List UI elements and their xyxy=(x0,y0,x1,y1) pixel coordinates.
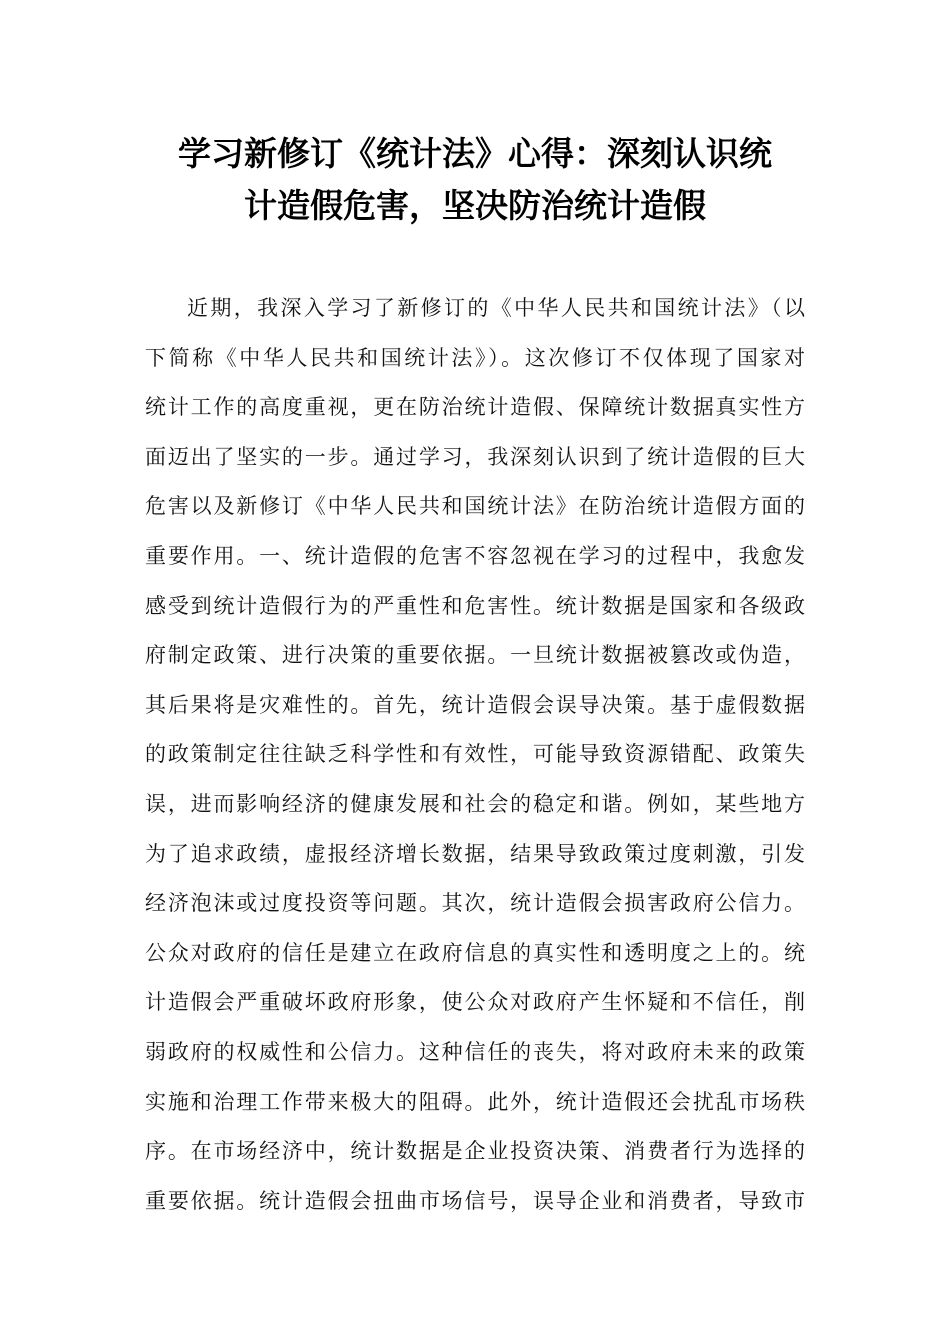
title-line: 计造假危害，坚决防治统计造假 xyxy=(244,186,706,225)
body-line: 下简称《中华人民共和国统计法》）。这次修订不仅体现了国家对 xyxy=(145,345,805,370)
document-title xyxy=(145,128,805,232)
body-line: 实施和治理工作带来极大的阻碍。此外，统计造假还会扰乱市场秩 xyxy=(145,1089,805,1114)
body-line: 经济泡沫或过度投资等问题。其次，统计造假会损害政府公信力。 xyxy=(145,891,805,916)
document-body xyxy=(145,284,805,1226)
body-line: 危害以及新修订《中华人民共和国统计法》在防治统计造假方面的 xyxy=(145,494,805,519)
body-line: 重要依据。统计造假会扭曲市场信号，误导企业和消费者，导致市 xyxy=(145,1188,805,1213)
body-line: 序。在市场经济中，统计数据是企业投资决策、消费者行为选择的 xyxy=(145,1139,805,1164)
body-line: 误，进而影响经济的健康发展和社会的稳定和谐。例如，某些地方 xyxy=(145,791,805,816)
body-line: 其后果将是灾难性的。首先，统计造假会误导决策。基于虚假数据 xyxy=(145,692,805,717)
title-line: 学习新修订《统计法》心得：深刻认识统 xyxy=(178,134,772,173)
body-line: 重要作用。一、统计造假的危害不容忽视在学习的过程中，我愈发 xyxy=(145,543,805,568)
body-line: 公众对政府的信任是建立在政府信息的真实性和透明度之上的。统 xyxy=(145,940,805,965)
body-line: 计造假会严重破坏政府形象，使公众对政府产生怀疑和不信任，削 xyxy=(145,990,805,1015)
body-line: 弱政府的权威性和公信力。这种信任的丧失，将对政府未来的政策 xyxy=(145,1039,805,1064)
body-line: 府制定政策、进行决策的重要依据。一旦统计数据被篡改或伪造， xyxy=(145,643,805,668)
body-line: 为了追求政绩，虚报经济增长数据，结果导致政策过度刺激，引发 xyxy=(145,841,805,866)
body-line: 的政策制定往往缺乏科学性和有效性，可能导致资源错配、政策失 xyxy=(145,742,805,767)
body-line: 面迈出了坚实的一步。通过学习，我深刻认识到了统计造假的巨大 xyxy=(145,444,805,469)
body-line: 近期，我深入学习了新修订的《中华人民共和国统计法》（以 xyxy=(187,296,805,320)
body-line: 统计工作的高度重视，更在防治统计造假、保障统计数据真实性方 xyxy=(145,395,805,420)
body-line: 感受到统计造假行为的严重性和危害性。统计数据是国家和各级政 xyxy=(145,593,805,618)
